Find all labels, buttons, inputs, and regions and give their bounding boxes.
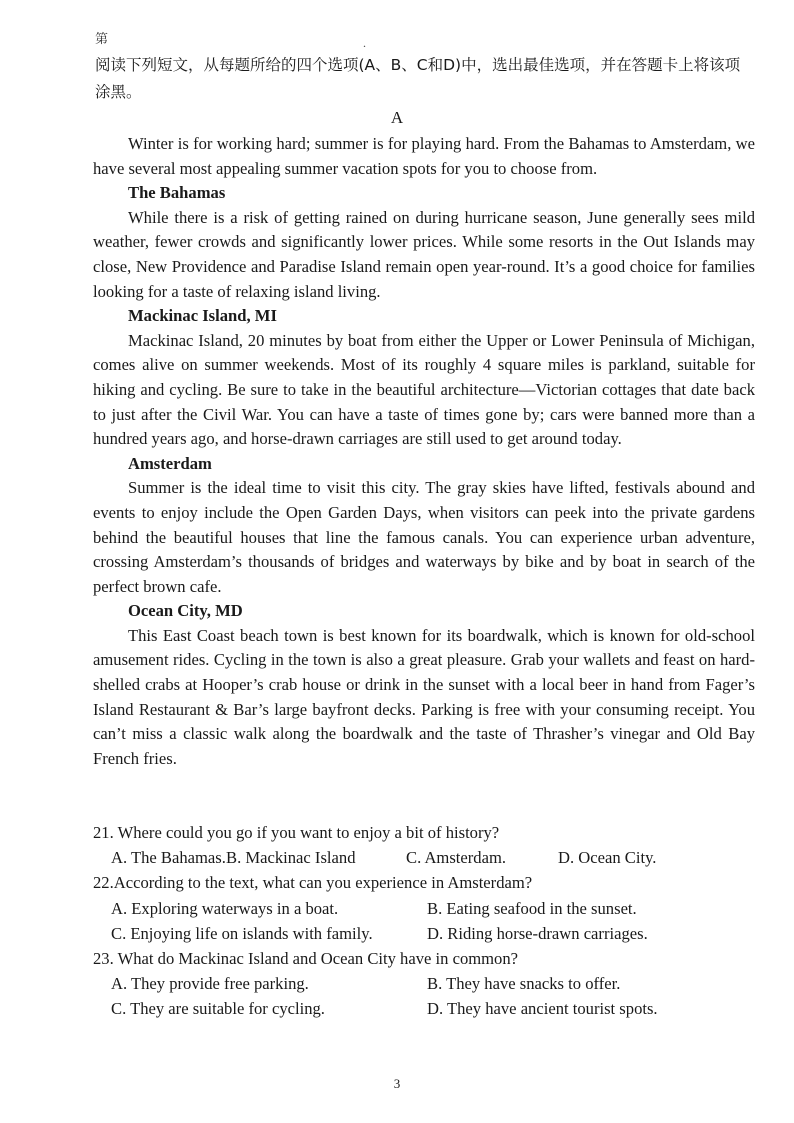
question-22-options: [93, 896, 755, 946]
passage-intro: Winter is for working hard; summer is for playing hard. From the Bahamas to Amsterdam, we have several most appealing summer vacation spots for you to choose from.: [93, 134, 755, 178]
spot-text-mackinac: Mackinac Island, 20 minutes by boat from either the Upper or Lower Peninsula of Michigan, comes alive on summer weekends. Most of its roughly 4 square miles is parkland, suitable for hiking and cycling. Be sure to take in the beautiful architecture—Victorian cottages that date back to just after the Civil War. You can have a taste of times gone by; cars were banned more than a hundred years ago, and horse-drawn carriages are still used to get around today.: [93, 330, 755, 449]
corner-mark: 第: [95, 31, 109, 46]
spot-title-amsterdam: Amsterdam: [128, 453, 212, 473]
page-number: 3: [393, 1076, 401, 1091]
question-23-option-d[interactable]: D. They have ancient tourist spots.: [427, 999, 658, 1019]
question-23-option-c[interactable]: C. They are suitable for cycling.: [111, 999, 325, 1019]
spot-text-amsterdam: Summer is the ideal time to visit this city. The gray skies have lifted, festivals abound and events to enjoy include the Open Garden Days, when visitors can peek into the private gardens behind the beautiful houses that line the famous canals. You can experience urban adventure, crossing Amsterdam’s thousands of bridges and waterways by bike and by boat in search of the perfect brown cafe.: [93, 478, 755, 596]
question-21-option-c[interactable]: C. Amsterdam.: [406, 848, 507, 868]
spot-title-mackinac: Mackinac Island, MI: [128, 306, 277, 326]
question-22-option-d[interactable]: D. Riding horse-drawn carriages.: [427, 923, 648, 943]
spot-title-bahamas: The Bahamas: [128, 183, 226, 203]
question-block: [93, 820, 755, 1022]
question-23-option-a[interactable]: A. They provide free parking.: [111, 974, 309, 994]
question-21-stem: 21. Where could you go if you want to enjoy a bit of history?: [93, 823, 500, 842]
question-22-stem: 22.According to the text, what can you experience in Amsterdam?: [93, 873, 533, 893]
question-21-option-a[interactable]: A. The Bahamas.: [111, 848, 226, 868]
spot-text-ocean-city: This East Coast beach town is best known for its boardwalk, which is known for old-school amusement rides. Cycling in the town is also a great pleasure. Grab your wallets and feast on hard-shelled crabs at Hooper’s crab house or drink in the sunset with a local beer in hand from Fager’s Island Restaurant & Bar’s large bayfront decks. Parking is free with your consuming receipt. You can’t miss a classic walk along the boardwalk and the taste of Thrasher’s vinegar and Old Bay French fries.: [93, 625, 755, 768]
question-21-options: [93, 845, 755, 870]
question-22-option-c[interactable]: C. Enjoying life on islands with family.: [111, 923, 373, 943]
question-22-option-b[interactable]: B. Eating seafood in the sunset.: [427, 898, 637, 918]
question-22-option-a[interactable]: A. Exploring waterways in a boat.: [111, 898, 339, 918]
question-23-options: [93, 971, 755, 1021]
question-21-option-b[interactable]: B. Mackinac Island: [226, 848, 356, 868]
stray-dot: .: [363, 36, 366, 50]
question-23-option-b[interactable]: B. They have snacks to offer.: [427, 974, 621, 994]
question-21-option-d[interactable]: D. Ocean City.: [558, 848, 657, 868]
instructions: 阅读下列短文，从每题所给的四个选项(A、B、C和D)中，选出最佳选项，并在答题卡上将该项涂黑。: [95, 56, 741, 101]
section-letter: A: [390, 108, 404, 127]
spot-title-ocean-city: Ocean City, MD: [128, 601, 243, 621]
question-23-stem: 23. What do Mackinac Island and Ocean City have in common?: [93, 949, 519, 969]
reading-passage: [93, 132, 755, 771]
spot-text-bahamas: While there is a risk of getting rained on during hurricane season, June generally sees mild weather, fewer crowds and significantly lower prices. While some resorts in the Out Islands may close, New Providence and Paradise Island remain open year-round. It’s a good choice for families looking for a taste of relaxing island living.: [93, 207, 755, 301]
